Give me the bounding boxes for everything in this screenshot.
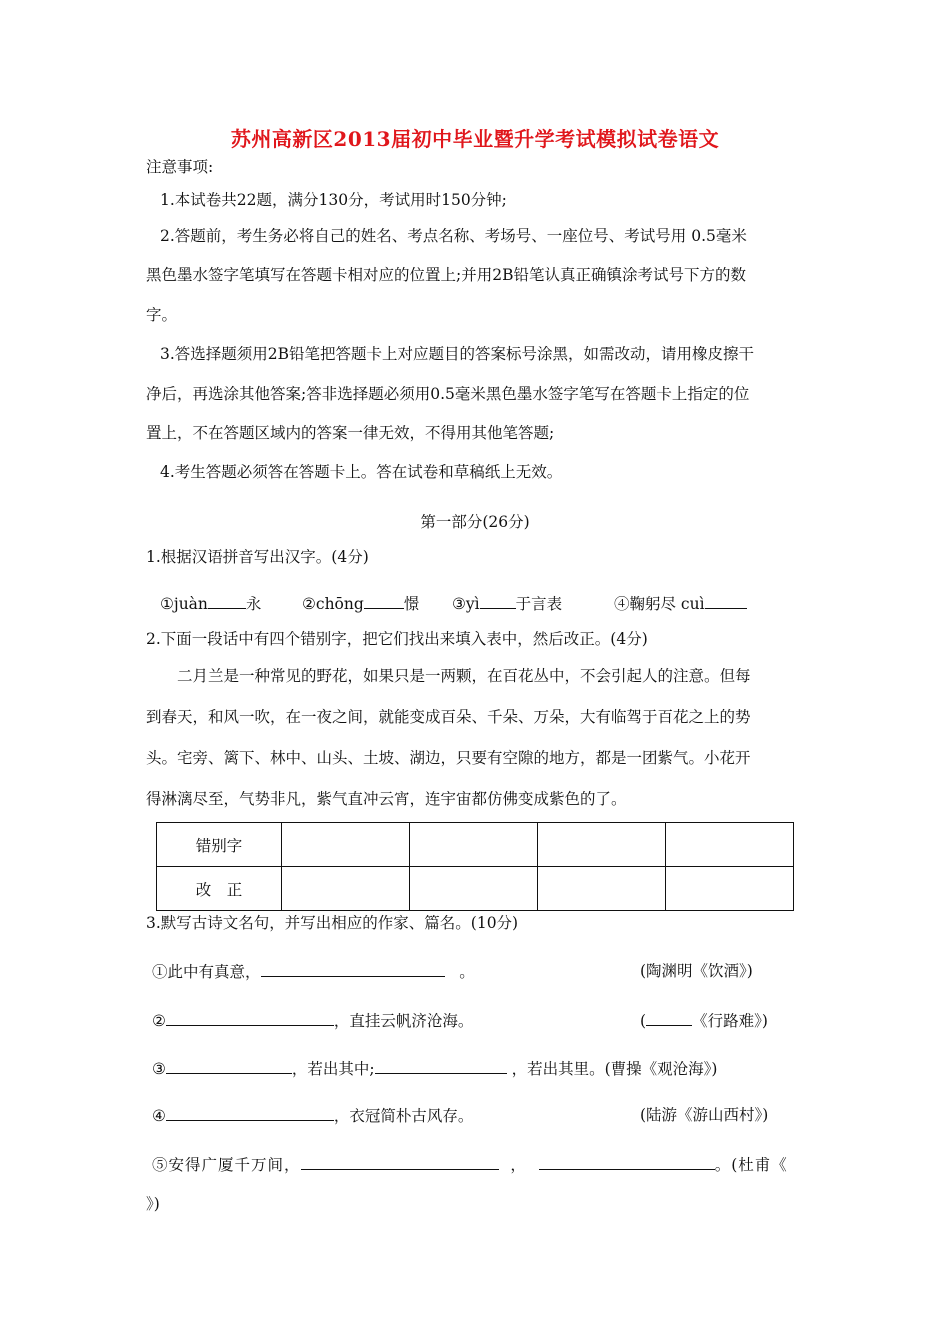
notice-line: 置上，不在答题区域内的答案一律无效，不得用其他笔答题; bbox=[146, 424, 555, 442]
notice-line: 2.答题前，考生务必将自己的姓名、考点名称、考场号、一座位号、考试号用 0.5毫米 bbox=[160, 227, 747, 245]
page-title: 苏州高新区2013届初中毕业暨升学考试模拟试卷语文 bbox=[230, 127, 720, 151]
table-cell[interactable] bbox=[410, 823, 538, 867]
answer-blank[interactable] bbox=[705, 592, 747, 609]
poem-line-2: ② ，直挂云帆济沧海。 bbox=[152, 1009, 473, 1032]
q1-item: ③yì 于言表 bbox=[452, 592, 562, 615]
question-3-stem: 3.默写古诗文名句，并写出相应的作家、篇名。(10分) bbox=[146, 914, 519, 932]
passage-line: 得淋漓尽至，气势非凡，紫气直冲云宵，连宇宙都仿佛变成紫色的了。 bbox=[146, 790, 627, 808]
table-cell[interactable] bbox=[282, 823, 410, 867]
poem-line-5-wrap: 》) bbox=[146, 1195, 160, 1213]
poem-line-4: ④ ，衣冠简朴古风存。 bbox=[152, 1104, 473, 1127]
passage-line: 二月兰是一种常见的野花，如果只是一两颗，在百花丛中，不会引起人的注意。但每 bbox=[177, 667, 751, 685]
notice-line: 字。 bbox=[146, 306, 178, 324]
answer-blank[interactable] bbox=[539, 1153, 715, 1170]
notice-line: 净后，再选涂其他答案;答非选择题必须用0.5毫米黑色墨水签字笔写在答题卡上指定的位 bbox=[146, 385, 750, 403]
passage-line: 到春天，和风一吹，在一夜之间，就能变成百朵、千朵、万朵，大有临驾于百花之上的势 bbox=[146, 708, 751, 726]
answer-blank[interactable] bbox=[261, 960, 445, 977]
correction-table bbox=[156, 822, 794, 911]
passage-line: 头。宅旁、篱下、林中、山头、土坡、湖边，只要有空隙的地方，都是一团紫气。小花开 bbox=[146, 749, 751, 767]
poem-source: (陆游《游山西村》) bbox=[640, 1106, 769, 1124]
notice-line: 黑色墨水签字笔填写在答题卡相对应的位置上;并用2B铅笔认真正确镇涂考试号下方的数 bbox=[146, 266, 746, 284]
part-heading: 第一部分(26分) bbox=[420, 513, 530, 531]
table-cell[interactable] bbox=[666, 867, 794, 911]
table-cell[interactable] bbox=[410, 867, 538, 911]
answer-blank[interactable] bbox=[166, 1057, 292, 1074]
table-cell[interactable] bbox=[282, 867, 410, 911]
poem-source: (陶渊明《饮酒》) bbox=[640, 962, 753, 980]
table-row bbox=[157, 823, 794, 867]
table-row bbox=[157, 867, 794, 911]
answer-blank[interactable] bbox=[301, 1153, 499, 1170]
table-cell[interactable] bbox=[666, 823, 794, 867]
q1-item: ④鞠躬尽 cuì bbox=[614, 592, 747, 615]
notice-line: 1.本试卷共22题，满分130分，考试用时150分钟; bbox=[160, 191, 507, 209]
table-header-wrong: 错别字 bbox=[157, 823, 282, 867]
table-cell[interactable] bbox=[538, 823, 666, 867]
q1-item: ②chōng 憬 bbox=[302, 592, 419, 615]
answer-blank[interactable] bbox=[480, 592, 516, 609]
poem-line-1: ①此中有真意， 。 bbox=[152, 960, 475, 983]
table-header-correct: 改 正 bbox=[157, 867, 282, 911]
q1-item: ①juàn 永 bbox=[160, 592, 261, 615]
notice-line: 4.考生答题必须答在答题卡上。答在试卷和草稿纸上无效。 bbox=[160, 463, 563, 481]
question-1-stem: 1.根据汉语拼音写出汉字。(4分) bbox=[146, 548, 369, 566]
answer-blank[interactable] bbox=[646, 1009, 692, 1026]
answer-blank[interactable] bbox=[166, 1009, 334, 1026]
question-2-stem: 2.下面一段话中有四个错别字，把它们找出来填入表中，然后改正。(4分) bbox=[146, 630, 648, 648]
answer-blank[interactable] bbox=[208, 592, 246, 609]
poem-line-5: ⑤安得广厦千万间， ， 。(杜甫《 bbox=[152, 1153, 788, 1176]
answer-blank[interactable] bbox=[375, 1057, 507, 1074]
poem-source: ( 《行路难》) bbox=[640, 1009, 768, 1032]
notice-heading: 注意事项: bbox=[146, 158, 214, 176]
table-cell[interactable] bbox=[538, 867, 666, 911]
poem-line-3: ③ ，若出其中; ，若出其里。(曹操《观沧海》) bbox=[152, 1057, 717, 1080]
answer-blank[interactable] bbox=[364, 592, 404, 609]
answer-blank[interactable] bbox=[166, 1104, 334, 1121]
notice-line: 3.答选择题须用2B铅笔把答题卡上对应题目的答案标号涂黑，如需改动，请用橡皮擦干 bbox=[160, 345, 755, 363]
